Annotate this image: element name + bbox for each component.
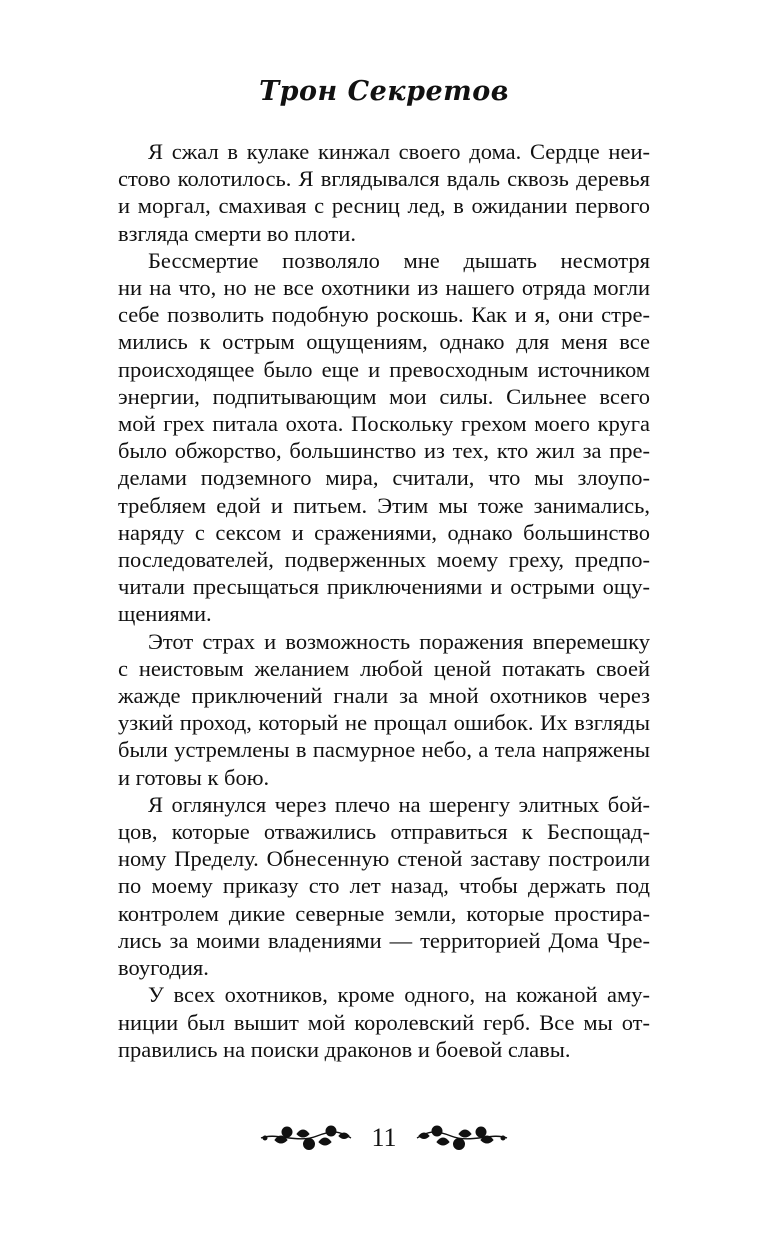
text-line: и готовы к бою. <box>118 764 270 790</box>
text-line: и моргал, смахивая с ресниц лед, в ожидании первого <box>118 193 650 219</box>
text-line: стово колотилось. Я вглядывался вдаль сквозь деревья <box>118 166 650 192</box>
text-line: с неистовым желанием любой ценой потакать своей <box>118 655 650 681</box>
text-line: Я сжал в кулаке кинжал своего дома. Сердце неи- <box>148 139 650 164</box>
text-line: было обжорство, большинство из тех, кто жил за пре- <box>118 438 650 464</box>
text-line: были устремлены в пасмурное небо, а тела напряжены <box>118 737 650 763</box>
text-line: взгляда смерти во плоти. <box>118 220 356 246</box>
paragraph <box>118 138 650 247</box>
page-number: 11 <box>371 1123 397 1152</box>
text-line: правились на поиски драконов и боевой славы. <box>118 1036 571 1062</box>
paragraph <box>118 981 650 1063</box>
text-line: по моему приказу сто лет назад, чтобы держать под <box>118 873 650 899</box>
text-line: Я оглянулся через плечо на шеренгу элитных бой- <box>148 791 650 817</box>
text-line: наряду с сексом и сражениями, однако большинство <box>118 519 650 545</box>
text-line: У всех охотников, кроме одного, на кожаной аму- <box>148 982 650 1008</box>
body-text <box>118 138 650 1063</box>
text-line: контролем дикие северные земли, которые простира- <box>118 900 650 926</box>
text-line: узкий проход, который не прощал ошибок. Их взгляды <box>118 710 650 736</box>
text-line: читали пресыщаться приключениями и острыми ощу- <box>118 574 650 600</box>
paragraph <box>118 247 650 628</box>
text-line: себе позволить подобную роскошь. Как и я, они стре- <box>118 302 650 328</box>
floral-ornament-icon <box>257 1120 353 1156</box>
running-title: Трон Секретов <box>259 76 509 107</box>
text-line: последователей, подверженных моему греху, предпо- <box>118 547 650 573</box>
text-line: ни на что, но не все охотники из нашего отряда могли <box>118 275 650 301</box>
text-line: происходящее было еще и превосходным источником <box>118 356 650 382</box>
text-line: энергии, подпитывающим мои силы. Сильнее всего <box>118 383 650 409</box>
text-line: требляем едой и питьем. Этим мы тоже занимались, <box>118 492 650 518</box>
paragraph <box>118 791 650 981</box>
text-line: мой грех питала охота. Поскольку грехом моего круга <box>118 411 650 437</box>
text-line: Этот страх и возможность поражения вперемешку <box>148 628 650 654</box>
floral-ornament-icon <box>415 1120 511 1156</box>
text-line: мились к острым ощущениям, однако для меня все <box>118 329 650 355</box>
text-line: жажде приключений гнали за мной охотников через <box>118 683 650 709</box>
page-footer <box>0 1118 768 1158</box>
text-line: лись за моими владениями — территорией Дома Чре- <box>118 927 650 953</box>
text-line: Бессмертие позволяло мне дышать несмотря <box>148 247 650 273</box>
paragraph <box>118 628 650 791</box>
text-line: ному Пределу. Обнесенную стеной заставу построили <box>118 846 650 872</box>
text-line: воугодия. <box>118 955 209 981</box>
text-line: делами подземного мира, считали, что мы злоупо- <box>118 465 650 491</box>
text-line: щениями. <box>118 601 212 627</box>
text-line: ниции был вышит мой королевский герб. Все мы от- <box>118 1009 650 1035</box>
text-line: цов, которые отважились отправиться к Беспощад- <box>118 819 650 845</box>
